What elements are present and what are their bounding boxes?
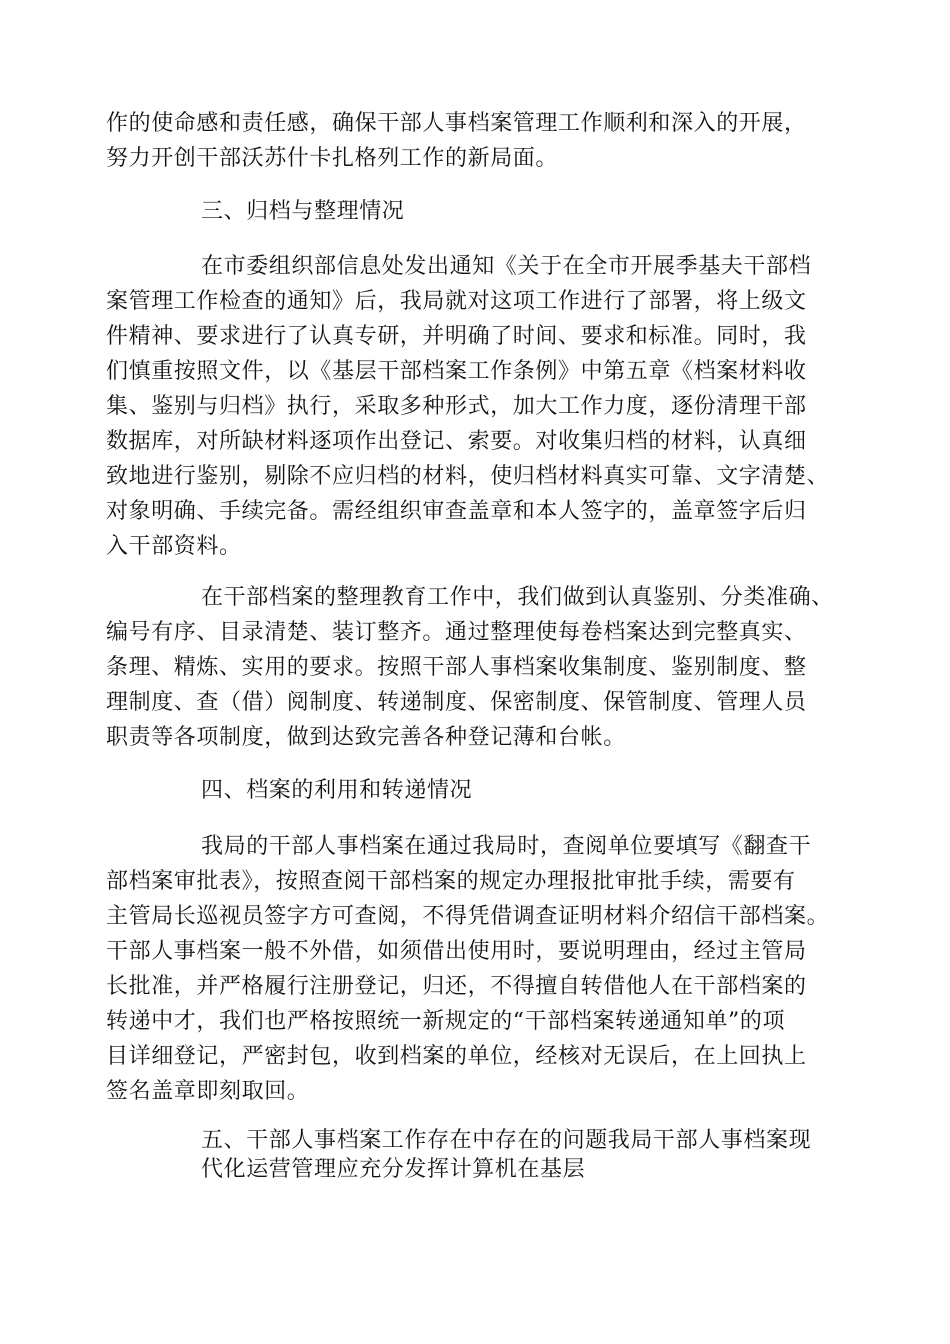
section-4-paragraph-1: [106, 829, 846, 1109]
text-line: 对象明确、手续完备。需经组织审查盖章和本人签字的，盖章签字后归: [106, 499, 807, 524]
section-3-paragraph-1: [106, 249, 846, 564]
text-line: 职责等各项制度，做到达致完善各种登记薄和台帐。: [106, 725, 626, 750]
text-line: 集、鉴别与归档》执行，采取多种形式，加大工作力度，逐份清理干部: [106, 394, 807, 419]
section-heading: 四、档案的利用和转递情况: [201, 778, 473, 803]
text-line: 转递中才，我们也严格按照统一新规定的“干部档案转递通知单”的项: [106, 1009, 786, 1034]
text-line: 长批准，并严格履行注册登记，归还，不得擅自转借他人在干部档案的: [106, 974, 807, 999]
text-line: 致地进行鉴别，剔除不应归档的材料，使归档材料真实可靠、文字清楚、: [106, 464, 830, 489]
text-line: 入干部资料。: [106, 534, 242, 559]
text-line: 编号有序、目录清楚、装订整齐。通过整理使每卷档案达到完整真实、: [106, 620, 807, 645]
text-line: 代化运营管理应充分发挥计算机在基层: [201, 1157, 586, 1182]
text-line: 主管局长巡视员签字方可查阅，不得凭借调查证明材料介绍信干部档案。: [106, 904, 830, 929]
text-line: 干部人事档案一般不外借，如须借出使用时，要说明理由，经过主管局: [106, 939, 807, 964]
text-line: 在干部档案的整理教育工作中，我们做到认真鉴别、分类准确、: [201, 585, 834, 610]
text-line: 案管理工作检查的通知》后，我局就对这项工作进行了部署，将上级文: [106, 289, 807, 314]
section-5-heading: [106, 1126, 846, 1184]
intro-paragraph: [106, 106, 846, 176]
section-3-paragraph-2: [106, 580, 846, 755]
text-line: 条理、精炼、实用的要求。按照干部人事档案收集制度、鉴别制度、整: [106, 655, 807, 680]
text-line: 数据库，对所缺材料逐项作出登记、索要。对收集归档的材料，认真细: [106, 429, 807, 454]
section-heading: 三、归档与整理情况: [201, 199, 405, 224]
text-line: 部档案审批表》，按照查阅干部档案的规定办理报批审批手续，需要有: [106, 869, 796, 894]
text-line: 努力开创干部沃苏什卡扎格列工作的新局面。: [106, 146, 559, 171]
text-line: 目详细登记，严密封包，收到档案的单位，经核对无误后，在上回执上: [106, 1044, 807, 1069]
text-line: 们慎重按照文件，以《基层干部档案工作条例》中第五章《档案材料收: [106, 359, 807, 384]
text-line: 在市委组织部信息处发出通知《关于在全市开展季基夫干部档: [201, 254, 812, 279]
text-line: 件精神、要求进行了认真专研，并明确了时间、要求和标准。同时，我: [106, 324, 807, 349]
text-line: 五、干部人事档案工作存在中存在的问题我局干部人事档案现: [201, 1128, 812, 1153]
text-line: 签名盖章即刻取回。: [106, 1079, 310, 1104]
section-4-heading: [106, 773, 846, 808]
section-3-heading: [106, 194, 846, 229]
text-line: 作的使命感和责任感，确保干部人事档案管理工作顺利和深入的开展，: [106, 111, 807, 136]
text-line: 我局的干部人事档案在通过我局时，查阅单位要填写《翻查干: [201, 834, 812, 859]
text-line: 理制度、查（借）阅制度、转递制度、保密制度、保管制度、管理人员: [106, 690, 807, 715]
